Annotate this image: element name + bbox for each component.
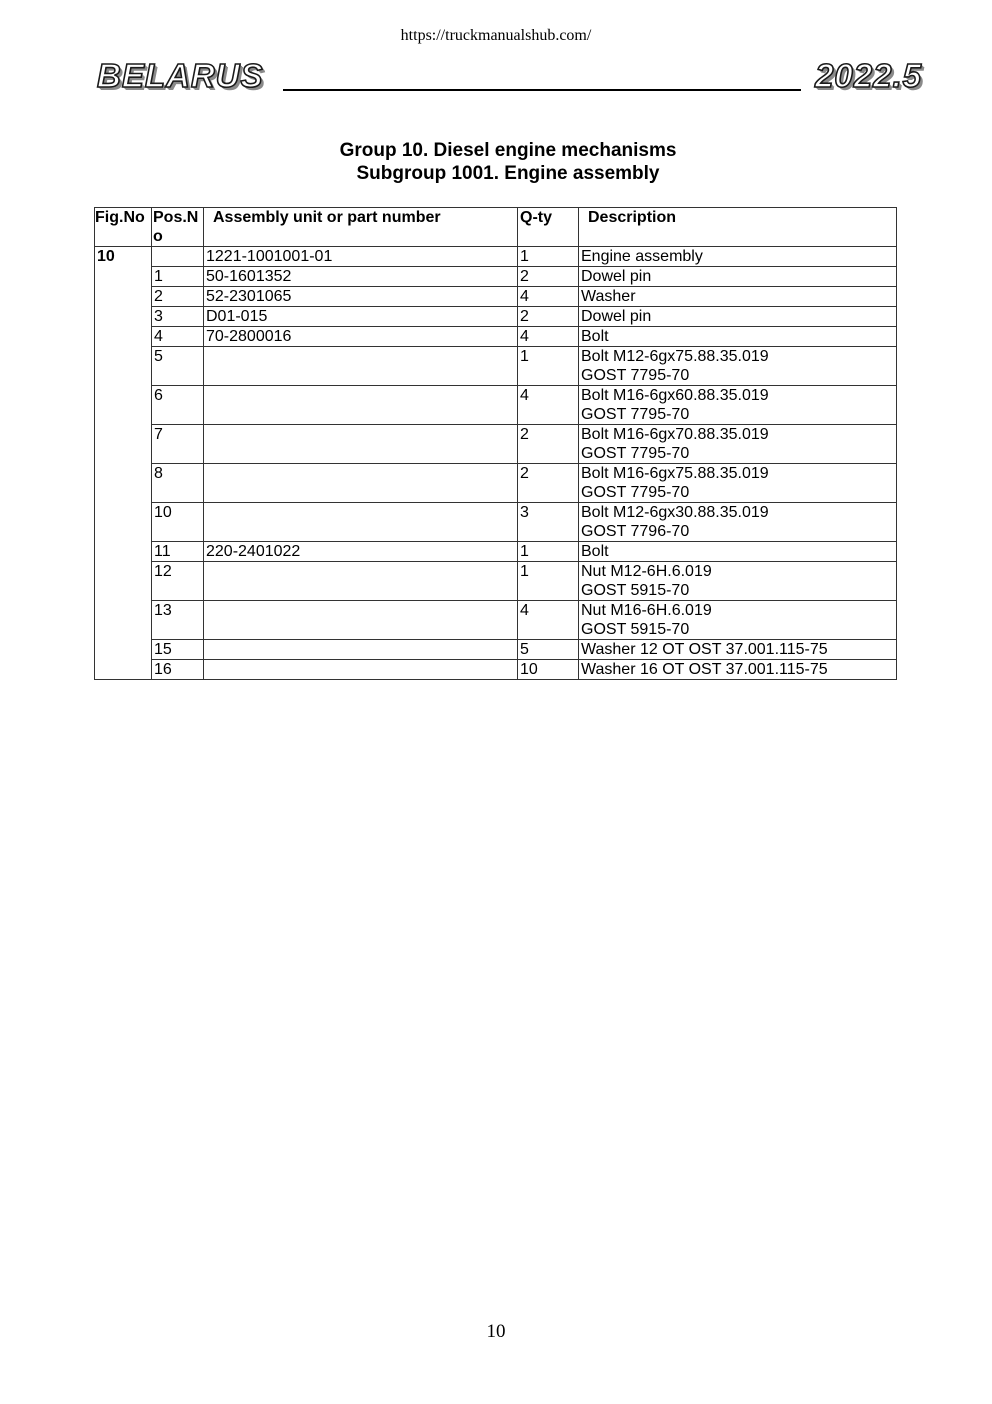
part-number-cell: [204, 660, 518, 680]
description-line: GOST 7795-70: [581, 484, 690, 501]
description-line: Dowel pin: [581, 268, 652, 285]
column-header-assembly: Assembly unit or part number: [204, 208, 518, 247]
part-number-cell: D01-015: [204, 307, 518, 327]
part-number-cell: [204, 386, 518, 425]
description-line: Nut M16-6H.6.019: [581, 602, 712, 619]
qty-cell: 5: [518, 640, 579, 660]
part-number-cell: [204, 640, 518, 660]
description-cell: [579, 503, 897, 542]
table-row: [95, 327, 897, 347]
pos-no-cell: 16: [152, 660, 204, 680]
table-row: [95, 347, 897, 386]
qty-cell: 2: [518, 464, 579, 503]
description-line: Bolt M16-6gx60.88.35.019: [581, 387, 769, 404]
table-row: [95, 386, 897, 425]
description-cell: [579, 287, 897, 307]
qty-cell: 1: [518, 247, 579, 267]
pos-no-cell: 8: [152, 464, 204, 503]
title-block: [95, 139, 921, 185]
description-line: Nut M12-6H.6.019: [581, 563, 712, 580]
description-cell: [579, 660, 897, 680]
description-line: Washer 12 OT OST 37.001.115-75: [581, 641, 828, 658]
description-line: Dowel pin: [581, 308, 652, 325]
description-line: GOST 7795-70: [581, 445, 690, 462]
column-header-pos-no: Pos.No: [152, 208, 204, 247]
part-number-cell: [204, 562, 518, 601]
brand-logo: BELARUS: [97, 57, 264, 94]
pos-no-cell: 12: [152, 562, 204, 601]
qty-cell: 1: [518, 347, 579, 386]
qty-cell: 4: [518, 601, 579, 640]
column-header-fig-no: Fig.No: [95, 208, 152, 247]
description-line: Bolt M12-6gx75.88.35.019: [581, 348, 769, 365]
qty-cell: 2: [518, 425, 579, 464]
group-title: Group 10. Diesel engine mechanisms: [339, 140, 677, 161]
parts-table: [94, 207, 897, 680]
description-cell: [579, 640, 897, 660]
table-row: [95, 287, 897, 307]
table-row: [95, 601, 897, 640]
table-row: [95, 267, 897, 287]
table-row: [95, 425, 897, 464]
table-header-row: [95, 208, 897, 247]
table-row: [95, 562, 897, 601]
part-number-cell: [204, 425, 518, 464]
page-number: 10: [486, 1321, 506, 1342]
pos-no-cell: 2: [152, 287, 204, 307]
description-cell: [579, 562, 897, 601]
description-line: Bolt M16-6gx75.88.35.019: [581, 465, 769, 482]
part-number-cell: [204, 464, 518, 503]
part-number-cell: [204, 503, 518, 542]
part-number-cell: 220-2401022: [204, 542, 518, 562]
description-line: GOST 7795-70: [581, 367, 690, 384]
subgroup-title: Subgroup 1001. Engine assembly: [356, 163, 660, 184]
description-line: Bolt M12-6gx30.88.35.019: [581, 504, 769, 521]
table-row: [95, 640, 897, 660]
description-cell: [579, 347, 897, 386]
table-row: [95, 247, 897, 267]
description-line: Washer 16 OT OST 37.001.115-75: [581, 661, 828, 678]
description-cell: [579, 386, 897, 425]
part-number-cell: 52-2301065: [204, 287, 518, 307]
description-line: Washer: [581, 288, 636, 305]
description-line: Bolt: [581, 328, 609, 345]
qty-cell: 4: [518, 386, 579, 425]
description-line: GOST 7795-70: [581, 406, 690, 423]
table-body: [95, 247, 897, 680]
qty-cell: 4: [518, 287, 579, 307]
description-cell: [579, 307, 897, 327]
qty-cell: 4: [518, 327, 579, 347]
pos-no-cell: 1: [152, 267, 204, 287]
part-number-cell: 50-1601352: [204, 267, 518, 287]
description-line: Engine assembly: [581, 248, 703, 265]
header-divider: [283, 89, 801, 91]
qty-cell: 10: [518, 660, 579, 680]
part-number-cell: [204, 347, 518, 386]
description-cell: [579, 247, 897, 267]
description-line: GOST 5915-70: [581, 582, 690, 599]
version-label: 2022.5: [815, 57, 922, 94]
description-line: Bolt M16-6gx70.88.35.019: [581, 426, 769, 443]
part-number-cell: [204, 601, 518, 640]
source-url[interactable]: https://truckmanualshub.com/: [400, 27, 592, 44]
qty-cell: 2: [518, 267, 579, 287]
table-row: [95, 307, 897, 327]
description-cell: [579, 601, 897, 640]
description-line: Bolt: [581, 543, 609, 560]
pos-no-cell: 15: [152, 640, 204, 660]
description-cell: [579, 464, 897, 503]
pos-no-cell: 6: [152, 386, 204, 425]
pos-no-cell: 3: [152, 307, 204, 327]
qty-cell: 2: [518, 307, 579, 327]
fig-no-cell: 10: [95, 247, 152, 680]
table-row: [95, 464, 897, 503]
description-line: GOST 5915-70: [581, 621, 690, 638]
table-row: [95, 503, 897, 542]
qty-cell: 3: [518, 503, 579, 542]
column-header-qty: Q-ty: [518, 208, 579, 247]
part-number-cell: 70-2800016: [204, 327, 518, 347]
pos-no-cell: [152, 247, 204, 267]
column-header-description: Description: [579, 208, 897, 247]
pos-no-cell: 13: [152, 601, 204, 640]
description-cell: [579, 425, 897, 464]
table-row: [95, 542, 897, 562]
description-cell: [579, 267, 897, 287]
pos-no-cell: 5: [152, 347, 204, 386]
qty-cell: 1: [518, 562, 579, 601]
table-row: [95, 660, 897, 680]
pos-no-cell: 4: [152, 327, 204, 347]
description-line: GOST 7796-70: [581, 523, 690, 540]
pos-no-cell: 7: [152, 425, 204, 464]
qty-cell: 1: [518, 542, 579, 562]
pos-no-cell: 11: [152, 542, 204, 562]
pos-no-cell: 10: [152, 503, 204, 542]
description-cell: [579, 327, 897, 347]
part-number-cell: 1221-1001001-01: [204, 247, 518, 267]
description-cell: [579, 542, 897, 562]
